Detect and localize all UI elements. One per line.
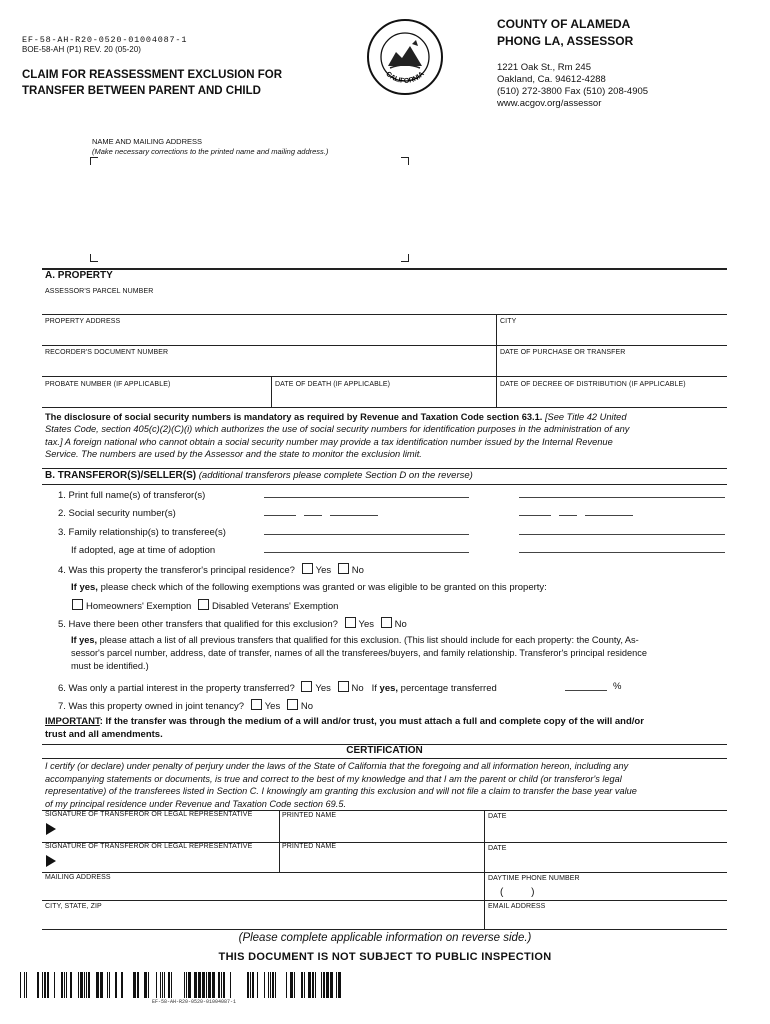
seal-bottom-text: CALIFORNIA [384, 70, 426, 85]
barcode-bar [221, 972, 222, 998]
exemption-options: Homeowners' Exemption Disabled Veterans' Exemption [68, 599, 338, 612]
mailing-address-input[interactable] [45, 883, 481, 898]
barcode-bar [37, 972, 39, 998]
daytime-phone-field[interactable]: ( ) [500, 887, 535, 898]
barcode-bar [186, 972, 187, 998]
barcode-bar [212, 972, 215, 998]
date-death-label: DATE OF DEATH (IF APPLICABLE) [275, 381, 391, 388]
probate-number-label: PROBATE NUMBER (IF APPLICABLE) [45, 381, 171, 388]
barcode-bar [78, 972, 79, 998]
public-inspection-notice: THIS DOCUMENT IS NOT SUBJECT TO PUBLIC INSPECTION [218, 951, 552, 963]
barcode-bar [264, 972, 265, 998]
barcode-bar [230, 972, 231, 998]
barcode-bar [247, 972, 249, 998]
parcel-number-field[interactable] [45, 296, 725, 312]
printed-name-2-label: PRINTED NAME [282, 843, 337, 850]
barcode-bar [323, 972, 325, 998]
barcode-bar [308, 972, 311, 998]
city-state-zip-field[interactable] [45, 912, 481, 927]
q4-no-checkbox[interactable] [338, 563, 349, 574]
barcode-bar [84, 972, 85, 998]
mailing-note: (Make necessary corrections to the printed name and mailing address.) [92, 147, 329, 156]
q1-label: 1. Print full name(s) of transferor(s) [58, 490, 206, 501]
barcode-bar [121, 972, 123, 998]
barcode-bar [137, 972, 139, 998]
barcode-bar [184, 972, 185, 998]
mailing-address-label: MAILING ADDRESS [45, 874, 111, 881]
barcode-bar [42, 972, 43, 998]
barcode-bar [223, 972, 225, 998]
q5-no-checkbox[interactable] [381, 617, 392, 628]
barcode-bar [206, 972, 207, 998]
q4-label: 4. Was this property the transferor's principal residence? [58, 565, 295, 576]
q6-no-checkbox[interactable] [338, 681, 349, 692]
county-name: COUNTY OF ALAMEDA [497, 17, 631, 31]
ssn-disclosure: The disclosure of social security numbers is mandatory as required by Revenue and Taxation Code section 63.1. [See Title 42 United States Code, section 405(c)(2)(C)(i) which authorizes the use of social security numbers for identification purposes in the administration of any tax.] A foreign national who cannot obtain a social security number may provide a tax identification number issued by the Internal Revenue Service. The numbers are used by the Assessor and the state to monitor the exclusion limit. [45, 412, 630, 460]
barcode-bar [144, 972, 147, 998]
barcode-bar [304, 972, 305, 998]
date-2-label: DATE [488, 845, 507, 852]
barcode-bar [270, 972, 271, 998]
barcode-bar [321, 972, 322, 998]
barcode-bar [115, 972, 117, 998]
disabled-veterans-checkbox[interactable] [198, 599, 209, 610]
homeowners-exemption-checkbox[interactable] [72, 599, 83, 610]
city-field[interactable] [500, 328, 725, 343]
date-1-field[interactable] [488, 822, 725, 840]
printed-name-1-label: PRINTED NAME [282, 812, 337, 819]
signature-1-label: SIGNATURE OF TRANSFEROR OR LEGAL REPRESENTATIVE [45, 811, 253, 818]
probate-number-field[interactable] [45, 391, 267, 405]
barcode-bar [54, 972, 55, 998]
corner-mark [90, 157, 98, 165]
assessor-phone: (510) 272-3800 Fax (510) 208-4905 [497, 86, 649, 97]
sign-here-arrow-icon [46, 823, 56, 835]
q7-no-checkbox[interactable] [287, 699, 298, 710]
important-notice: IMPORTANT: If the transfer was through the medium of a will and/or trust, you must attach a full and complete copy of the will and/or trust and all amendments. [45, 716, 644, 740]
barcode-bar [66, 972, 67, 998]
sign-here-arrow-icon [46, 855, 56, 867]
transferor-name-1-field[interactable] [264, 497, 469, 498]
ssn-2-part3[interactable] [585, 515, 633, 516]
barcode-bar [194, 972, 197, 998]
recorder-doc-field[interactable] [45, 359, 493, 374]
barcode-bar [268, 972, 269, 998]
q5-yes-checkbox[interactable] [345, 617, 356, 628]
barcode-bar [202, 972, 205, 998]
barcode-bar [96, 972, 99, 998]
property-address-field[interactable] [45, 328, 493, 343]
printed-name-1-field[interactable] [282, 822, 482, 840]
q4-yes-checkbox[interactable] [302, 563, 313, 574]
barcode-bar [198, 972, 201, 998]
q3-label: 3. Family relationship(s) to transferee(s) [58, 527, 226, 538]
barcode-bar [44, 972, 46, 998]
barcode-bar [330, 972, 333, 998]
barcode-bar [326, 972, 329, 998]
assessor-website[interactable]: www.acgov.org/assessor [497, 98, 602, 109]
barcode-bar [160, 972, 161, 998]
adoption-age-2-field[interactable] [519, 552, 725, 553]
ssn-2-part2[interactable] [559, 515, 577, 516]
q5-instructions: If yes, please attach a list of all previous transfers that qualified for this exclusion. (This list should include for each property: the County, As- sessor's parcel number, address, date of transfer, names of all the transferees/buyers, and family relationship. Transferor's principal residence must be identified.) [71, 635, 647, 671]
city-label: CITY [500, 318, 517, 325]
barcode-text: EF-58-AH-R20-0520-01004087-1 [152, 999, 237, 1005]
barcode-bar [315, 972, 316, 998]
signature-1-field[interactable] [60, 820, 275, 840]
q6-row: 6. Was only a partial interest in the property transferred? Yes No If yes, percentage transferred [58, 683, 497, 694]
barcode-bar [338, 972, 341, 998]
barcode-bar [100, 972, 103, 998]
date-decree-label: DATE OF DECREE OF DISTRIBUTION (IF APPLICABLE) [500, 381, 686, 388]
corner-mark [401, 254, 409, 262]
printed-name-2-field[interactable] [282, 853, 482, 870]
corner-mark [401, 157, 409, 165]
barcode-bar [133, 972, 136, 998]
barcode-bar [20, 972, 21, 998]
q6-yes-checkbox[interactable] [301, 681, 312, 692]
seal-top-text [366, 18, 444, 20]
signature-2-field[interactable] [60, 852, 275, 870]
q2-label: 2. Social security number(s) [58, 508, 176, 519]
form-number: BOE-58-AH (P1) REV. 20 (05-20) [22, 45, 141, 54]
ssn-1-part2[interactable] [304, 515, 322, 516]
date-decree-field[interactable] [500, 391, 725, 405]
email-address-field[interactable] [488, 912, 725, 927]
barcode-bar [156, 972, 157, 998]
ssn-1-part3[interactable] [330, 515, 378, 516]
barcode-bar [336, 972, 337, 998]
date-2-field[interactable] [488, 853, 725, 870]
mailing-address-field[interactable] [98, 164, 398, 252]
transferor-name-2-field[interactable] [519, 497, 725, 498]
section-a-heading: A. PROPERTY [45, 270, 113, 281]
barcode-bar [80, 972, 83, 998]
barcode-bar [188, 972, 191, 998]
date-purchase-field[interactable] [500, 359, 725, 374]
reverse-side-note: (Please complete applicable information on reverse side.) [238, 932, 532, 944]
barcode-bar [148, 972, 149, 998]
q7-row: 7. Was this property owned in joint tenancy? Yes No [58, 701, 313, 712]
barcode-bar [252, 972, 254, 998]
barcode-bar [86, 972, 87, 998]
assessor-address2: Oakland, Ca. 94612-4288 [497, 74, 606, 85]
email-address-label: EMAIL ADDRESS [488, 903, 546, 910]
barcode-bar [301, 972, 303, 998]
barcode-bar [88, 972, 90, 998]
property-address-label: PROPERTY ADDRESS [45, 318, 121, 325]
county-seal [366, 18, 444, 96]
q3b-label: If adopted, age at time of adoption [71, 545, 216, 556]
percent-sign: % [613, 681, 622, 692]
barcode-bar [286, 972, 287, 998]
date-purchase-label: DATE OF PURCHASE OR TRANSFER [500, 349, 626, 356]
relationship-1-field[interactable] [264, 534, 469, 535]
date-1-label: DATE [488, 813, 507, 820]
certification-text: I certify (or declare) under penalty of perjury under the laws of the State of California that the foregoing and all information hereon, including any accompanying statements or documents, is true and correct to the best of my knowledge and that I am the parent or child (or transferor's legal representative) of the transferees listed in Section C. I knowingly am granting this exclusion and will not file a claim to transfer the base year value of my principal residence under Revenue and Taxation Code section 69.5. [45, 761, 637, 809]
barcode-bar [294, 972, 295, 998]
percentage-transferred-field[interactable] [565, 690, 607, 691]
parcel-number-label: ASSESSOR'S PARCEL NUMBER [45, 288, 154, 295]
q5-row: 5. Have there been other transfers that qualified for this exclusion? Yes No [58, 619, 407, 630]
date-death-field[interactable] [275, 391, 493, 405]
q4-row: 4. Was this property the transferor's principal residence? Yes No [58, 565, 364, 576]
barcode-bar [272, 972, 274, 998]
barcode-bar [47, 972, 49, 998]
barcode-bar [208, 972, 211, 998]
corner-mark [90, 254, 98, 262]
daytime-phone-label: DAYTIME PHONE NUMBER [488, 875, 580, 882]
section-b-heading: B. TRANSFEROR(S)/SELLER(S) (additional transferors please complete Section D on the reverse) [45, 470, 473, 481]
q4-if-yes: If yes, please check which of the following exemptions was granted or was eligible to be granted on this property: [71, 582, 547, 593]
form-title-line1: CLAIM FOR REASSESSMENT EXCLUSION FOR [22, 69, 283, 81]
city-state-zip-label: CITY, STATE, ZIP [45, 903, 102, 910]
barcode-bar [171, 972, 172, 998]
barcode-bar [275, 972, 276, 998]
barcode-bar [24, 972, 25, 998]
form-code: EF-58-AH-R20-0520-01004087-1 [22, 35, 188, 45]
barcode-bar [257, 972, 258, 998]
barcode-bar [162, 972, 163, 998]
barcode-bar [64, 972, 65, 998]
mailing-label: NAME AND MAILING ADDRESS [92, 137, 203, 146]
barcode-bar [168, 972, 170, 998]
assessor-name: PHONG LA, ASSESSOR [497, 34, 634, 48]
barcode-bar [70, 972, 72, 998]
barcode-bar [164, 972, 165, 998]
ssn-2-part1[interactable] [519, 515, 551, 516]
adoption-age-1-field[interactable] [264, 552, 469, 553]
barcode-bar [109, 972, 110, 998]
barcode-bar [218, 972, 220, 998]
barcode-bar [312, 972, 314, 998]
ssn-1-part1[interactable] [264, 515, 296, 516]
certification-heading: CERTIFICATION [346, 745, 423, 756]
barcode-bar [61, 972, 63, 998]
q7-yes-checkbox[interactable] [251, 699, 262, 710]
barcode-bar [290, 972, 293, 998]
barcode-bar [26, 972, 27, 998]
barcode [20, 972, 352, 998]
barcode-bar [107, 972, 108, 998]
barcode-bar [250, 972, 251, 998]
relationship-2-field[interactable] [519, 534, 725, 535]
signature-2-label: SIGNATURE OF TRANSFEROR OR LEGAL REPRESENTATIVE [45, 843, 253, 850]
form-title-line2: TRANSFER BETWEEN PARENT AND CHILD [22, 85, 261, 97]
recorder-doc-label: RECORDER'S DOCUMENT NUMBER [45, 349, 169, 356]
assessor-address1: 1221 Oak St., Rm 245 [497, 62, 591, 73]
